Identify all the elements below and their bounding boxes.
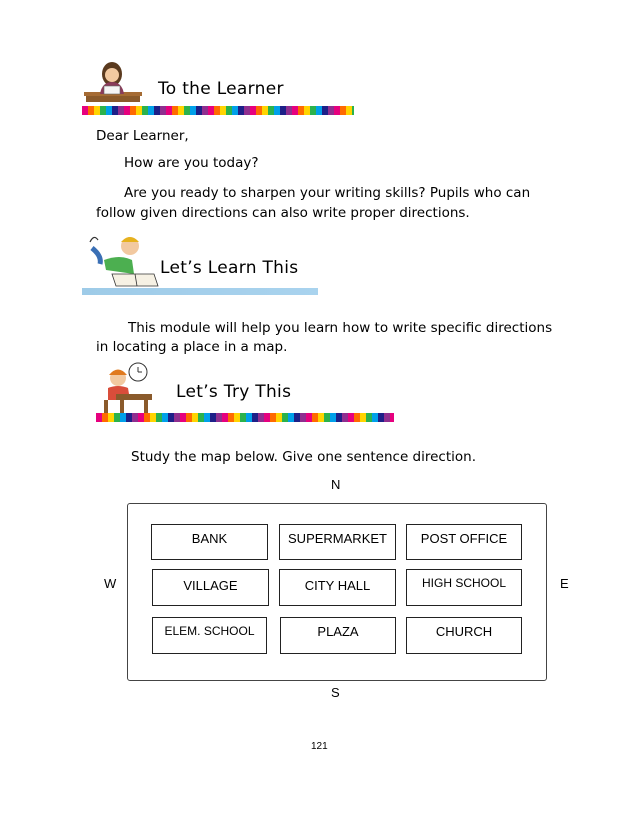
greeting: Dear Learner, <box>96 128 189 144</box>
page-number: 121 <box>311 741 328 752</box>
learn-line-2: in locating a place in a map. <box>96 339 288 355</box>
map-cell-post-office: POST OFFICE <box>406 524 522 560</box>
map-cell-bank: BANK <box>151 524 268 560</box>
blue-divider <box>82 288 318 295</box>
paragraph-line-1: Are you ready to sharpen your writing skills? Pupils who can <box>124 185 531 201</box>
section-title-lets-learn-this: Let’s Learn This <box>160 258 299 278</box>
rainbow-divider-2 <box>96 413 394 422</box>
map-cell-plaza: PLAZA <box>280 617 396 654</box>
try-instruction: Study the map below. Give one sentence direction. <box>131 449 477 465</box>
map-cell-elem-school: ELEM. SCHOOL <box>152 617 267 654</box>
compass-south: S <box>331 685 340 700</box>
teacher-at-desk-icon <box>82 60 144 106</box>
student-writing-icon <box>96 358 160 416</box>
compass-west: W <box>104 576 117 591</box>
compass-east: E <box>560 576 569 591</box>
section-title-lets-try-this: Let’s Try This <box>176 382 292 402</box>
section-title-to-the-learner: To the Learner <box>158 79 284 99</box>
map-cell-city-hall: CITY HALL <box>279 569 396 606</box>
learn-line-1: This module will help you learn how to write specific directions <box>128 320 553 336</box>
map-cell-high-school: HIGH SCHOOL <box>406 569 522 606</box>
question: How are you today? <box>124 155 259 171</box>
rainbow-divider <box>82 106 354 115</box>
compass-north: N <box>331 477 341 492</box>
paragraph-line-2: follow given directions can also write proper directions. <box>96 205 470 221</box>
map-cell-church: CHURCH <box>406 617 522 654</box>
map-cell-village: VILLAGE <box>152 569 269 606</box>
map-cell-supermarket: SUPERMARKET <box>279 524 396 560</box>
child-reading-icon <box>86 230 166 290</box>
